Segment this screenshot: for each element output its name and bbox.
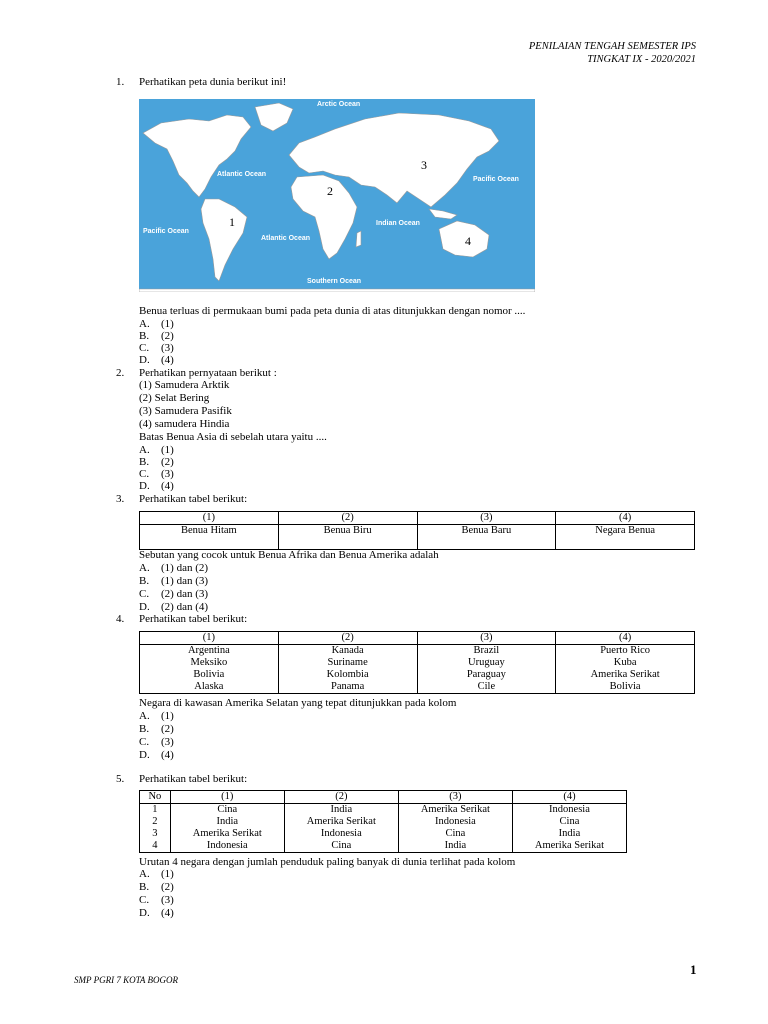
document-header bbox=[529, 40, 696, 66]
q3-number: 3. bbox=[116, 493, 125, 505]
q2-number: 2. bbox=[116, 367, 125, 379]
q3-table bbox=[139, 511, 695, 550]
table-cell: Indonesia Cina India Amerika Serikat bbox=[512, 804, 626, 853]
q3-option-a: A. (1) dan (2) bbox=[139, 562, 209, 574]
table-header-row bbox=[140, 632, 695, 645]
south-america-shape bbox=[201, 199, 247, 281]
table-row bbox=[140, 804, 627, 853]
label-arctic-ocean: Arctic Ocean bbox=[317, 101, 361, 108]
north-america-shape bbox=[143, 115, 251, 197]
header-subtitle: TINGKAT IX - 2020/2021 bbox=[587, 54, 696, 65]
q4-table bbox=[139, 631, 695, 694]
q5-prompt: Perhatikan tabel berikut: bbox=[139, 773, 248, 785]
table-cell: Puerto Rico Kuba Amerika Serikat Bolivia bbox=[556, 645, 695, 694]
q2-item-4: (4) samudera Hindia bbox=[139, 418, 230, 430]
q1-option-a: A. (1) bbox=[139, 318, 174, 330]
map-number-1: 1 bbox=[229, 215, 235, 229]
map-number-3: 3 bbox=[421, 158, 427, 172]
table-header-cell: (3) bbox=[398, 791, 512, 804]
q4-prompt: Perhatikan tabel berikut: bbox=[139, 613, 248, 625]
table-cell: Argentina Meksiko Bolivia Alaska bbox=[140, 645, 279, 694]
label-atlantic-ocean-north: Atlantic Ocean bbox=[217, 171, 267, 178]
q2-item-3: (3) Samudera Pasifik bbox=[139, 405, 232, 417]
table-header-row bbox=[140, 512, 695, 525]
q5-table bbox=[139, 790, 627, 853]
table-header-cell: (3) bbox=[417, 632, 556, 645]
table-header-cell: No bbox=[140, 791, 171, 804]
table-cell: 1 2 3 4 bbox=[140, 804, 171, 853]
table-header-cell: (1) bbox=[170, 791, 284, 804]
q5-option-a: A. (1) bbox=[139, 868, 174, 880]
africa-shape bbox=[291, 175, 357, 259]
q3-option-d: D. (2) dan (4) bbox=[139, 601, 209, 613]
label-atlantic-ocean-south: Atlantic Ocean bbox=[261, 235, 311, 242]
table-header-cell: (4) bbox=[556, 512, 695, 525]
q4-option-c: C. (3) bbox=[139, 736, 174, 748]
table-header-cell: (2) bbox=[278, 632, 417, 645]
q1-number: 1. bbox=[116, 76, 125, 88]
q5-number: 5. bbox=[116, 773, 125, 785]
q1-question: Benua terluas di permukaan bumi pada peta dunia di atas ditunjukkan dengan nomor .... bbox=[139, 305, 526, 317]
table-cell: Benua Baru bbox=[417, 525, 556, 550]
madagascar-shape bbox=[356, 231, 361, 247]
map-number-4: 4 bbox=[465, 234, 471, 248]
label-indian-ocean: Indian Ocean bbox=[376, 220, 420, 227]
q2-item-2: (2) Selat Bering bbox=[139, 392, 210, 404]
world-map-image bbox=[139, 99, 535, 292]
table-header-cell: (1) bbox=[140, 632, 279, 645]
table-row bbox=[140, 645, 695, 694]
q2-item-1: (1) Samudera Arktik bbox=[139, 379, 230, 391]
label-southern-ocean: Southern Ocean bbox=[307, 278, 362, 285]
q3-option-c: C. (2) dan (3) bbox=[139, 588, 209, 600]
q3-option-b: B. (1) dan (3) bbox=[139, 575, 209, 587]
table-cell: Benua Biru bbox=[278, 525, 417, 550]
table-cell: Benua Hitam bbox=[140, 525, 279, 550]
page-number: 1 bbox=[690, 962, 697, 977]
q2-option-d: D. (4) bbox=[139, 480, 174, 492]
q2-option-a: A. (1) bbox=[139, 444, 174, 456]
q4-option-b: B. (2) bbox=[139, 723, 174, 735]
q4-option-d: D. (4) bbox=[139, 749, 174, 761]
table-header-cell: (1) bbox=[140, 512, 279, 525]
q2-option-c: C. (3) bbox=[139, 468, 174, 480]
greenland-shape bbox=[255, 103, 293, 131]
antarctica-shape bbox=[139, 289, 535, 292]
q5-option-d: D. (4) bbox=[139, 907, 174, 919]
map-number-2: 2 bbox=[327, 184, 333, 198]
table-header-cell: (4) bbox=[556, 632, 695, 645]
q2-prompt: Perhatikan pernyataan berikut : bbox=[139, 367, 277, 379]
q2-option-b: B. (2) bbox=[139, 456, 174, 468]
q3-question: Sebutan yang cocok untuk Benua Afrika dan Benua Amerika adalah bbox=[139, 549, 439, 561]
q4-question: Negara di kawasan Amerika Selatan yang tepat ditunjukkan pada kolom bbox=[139, 697, 457, 709]
table-cell: Cina India Amerika Serikat Indonesia bbox=[170, 804, 284, 853]
q5-question: Urutan 4 negara dengan jumlah penduduk paling banyak di dunia terlihat pada kolom bbox=[139, 856, 516, 868]
q1-option-c: C. (3) bbox=[139, 342, 174, 354]
q1-prompt: Perhatikan peta dunia berikut ini! bbox=[139, 76, 287, 88]
header-title: PENILAIAN TENGAH SEMESTER IPS bbox=[528, 41, 696, 52]
label-pacific-ocean-west: Pacific Ocean bbox=[143, 228, 189, 235]
q4-option-a: A. (1) bbox=[139, 710, 174, 722]
table-header-cell: (2) bbox=[278, 512, 417, 525]
table-row bbox=[140, 525, 695, 550]
table-cell: Amerika Serikat Indonesia Cina India bbox=[398, 804, 512, 853]
q5-option-c: C. (3) bbox=[139, 894, 174, 906]
table-header-cell: (2) bbox=[284, 791, 398, 804]
q1-option-b: B. (2) bbox=[139, 330, 174, 342]
q5-option-b: B. (2) bbox=[139, 881, 174, 893]
australia-shape bbox=[439, 221, 489, 257]
q1-option-d: D. (4) bbox=[139, 354, 174, 366]
q2-question: Batas Benua Asia di sebelah utara yaitu .... bbox=[139, 431, 327, 443]
table-cell: Kanada Suriname Kolombia Panama bbox=[278, 645, 417, 694]
footer-school-name: SMP PGRI 7 KOTA BOGOR bbox=[74, 975, 178, 985]
label-pacific-ocean-east: Pacific Ocean bbox=[473, 176, 519, 183]
table-cell: Negara Benua bbox=[556, 525, 695, 550]
q3-prompt: Perhatikan tabel berikut: bbox=[139, 493, 248, 505]
q4-number: 4. bbox=[116, 613, 125, 625]
table-cell: India Amerika Serikat Indonesia Cina bbox=[284, 804, 398, 853]
table-header-cell: (4) bbox=[512, 791, 626, 804]
indonesia-shape bbox=[429, 209, 457, 219]
world-map bbox=[139, 99, 535, 292]
table-header-cell: (3) bbox=[417, 512, 556, 525]
table-header-row bbox=[140, 791, 627, 804]
table-cell: Brazil Uruguay Paraguay Cile bbox=[417, 645, 556, 694]
